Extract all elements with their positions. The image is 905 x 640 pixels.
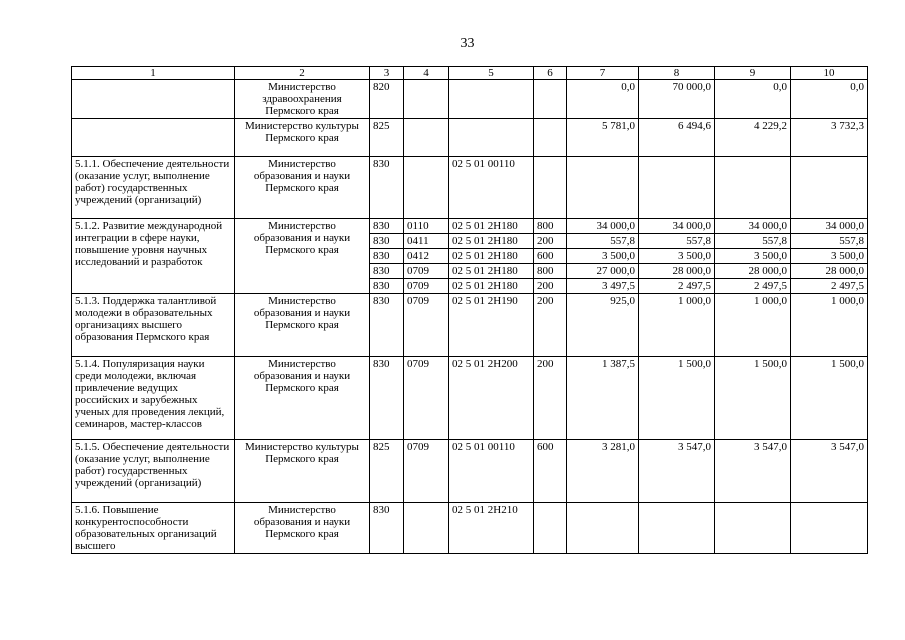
table-row: [72, 80, 868, 119]
amount-col7-cell: 34 000,0: [567, 219, 639, 234]
section-code-cell: [404, 157, 449, 219]
grbs-code-cell: 825: [370, 119, 404, 157]
section-code-cell: 0110: [404, 219, 449, 234]
target-article-cell: 02 5 01 2Н180: [449, 264, 534, 279]
amount-col9-cell: 1 000,0: [715, 294, 791, 357]
amount-col8-cell: 1 000,0: [639, 294, 715, 357]
grbs-code-cell: 830: [370, 357, 404, 440]
amount-col8-cell: 557,8: [639, 234, 715, 249]
header-cell: 2: [235, 67, 370, 80]
amount-col9-cell: 3 500,0: [715, 249, 791, 264]
target-article-cell: 02 5 01 2Н190: [449, 294, 534, 357]
page-number: 33: [460, 36, 475, 51]
expense-type-cell: 600: [534, 440, 567, 503]
section-code-cell: 0709: [404, 357, 449, 440]
amount-col8-cell: 2 497,5: [639, 279, 715, 294]
section-code-cell: 0709: [404, 440, 449, 503]
header-cell: 4: [404, 67, 449, 80]
amount-col8-cell: 34 000,0: [639, 219, 715, 234]
expense-type-cell: [534, 80, 567, 119]
grbs-code-cell: 830: [370, 503, 404, 554]
amount-col7-cell: [567, 503, 639, 554]
amount-col9-cell: [715, 157, 791, 219]
target-article-cell: 02 5 01 2Н180: [449, 279, 534, 294]
header-cell: 3: [370, 67, 404, 80]
ministry-cell: Министерство здравоохранения Пермского края: [235, 80, 370, 119]
activity-name-cell: 5.1.3. Поддержка талантливой молодежи в образовательных организациях высшего образования Пермского края: [72, 294, 235, 357]
amount-col8-cell: 6 494,6: [639, 119, 715, 157]
header-cell: 6: [534, 67, 567, 80]
grbs-code-cell: 830: [370, 264, 404, 279]
amount-col9-cell: 557,8: [715, 234, 791, 249]
table-row: [72, 440, 868, 503]
header-cell: 9: [715, 67, 791, 80]
expense-type-cell: 600: [534, 249, 567, 264]
amount-col8-cell: [639, 503, 715, 554]
amount-col9-cell: 28 000,0: [715, 264, 791, 279]
expense-type-cell: [534, 503, 567, 554]
expense-type-cell: [534, 119, 567, 157]
amount-col8-cell: 3 500,0: [639, 249, 715, 264]
ministry-cell: Министерство образования и науки Пермского края: [235, 503, 370, 554]
target-article-cell: 02 5 01 2Н200: [449, 357, 534, 440]
expense-type-cell: 200: [534, 234, 567, 249]
target-article-cell: [449, 80, 534, 119]
target-article-cell: 02 5 01 2Н180: [449, 234, 534, 249]
table-row: [72, 157, 868, 219]
activity-name-cell: 5.1.6. Повышение конкурентоспособности образовательных организаций высшего: [72, 503, 235, 554]
section-code-cell: 0709: [404, 294, 449, 357]
grbs-code-cell: 830: [370, 219, 404, 234]
activity-name-cell: 5.1.1. Обеспечение деятельности (оказание услуг, выполнение работ) государственных учреждений (организаций): [72, 157, 235, 219]
amount-col9-cell: 0,0: [715, 80, 791, 119]
table-body: [72, 80, 868, 554]
table-row: [72, 119, 868, 157]
ministry-cell: Министерство образования и науки Пермского края: [235, 219, 370, 294]
target-article-cell: [449, 119, 534, 157]
amount-col10-cell: 3 500,0: [791, 249, 868, 264]
amount-col10-cell: 1 500,0: [791, 357, 868, 440]
amount-col9-cell: 3 547,0: [715, 440, 791, 503]
amount-col7-cell: 27 000,0: [567, 264, 639, 279]
grbs-code-cell: 830: [370, 234, 404, 249]
amount-col7-cell: 3 281,0: [567, 440, 639, 503]
amount-col10-cell: 3 547,0: [791, 440, 868, 503]
budget-table: [71, 66, 868, 554]
amount-col9-cell: 4 229,2: [715, 119, 791, 157]
section-code-cell: 0411: [404, 234, 449, 249]
amount-col10-cell: 557,8: [791, 234, 868, 249]
amount-col10-cell: 28 000,0: [791, 264, 868, 279]
section-code-cell: 0412: [404, 249, 449, 264]
amount-col8-cell: 1 500,0: [639, 357, 715, 440]
activity-name-cell: 5.1.2. Развитие международной интеграции в сфере науки, повышение уровня научных исследований и разработок: [72, 219, 235, 294]
expense-type-cell: 200: [534, 357, 567, 440]
header-cell: 8: [639, 67, 715, 80]
activity-name-cell: 5.1.5. Обеспечение деятельности (оказание услуг, выполнение работ) государственных учреждений (организаций): [72, 440, 235, 503]
header-row: [72, 67, 868, 80]
amount-col10-cell: 3 732,3: [791, 119, 868, 157]
section-code-cell: 0709: [404, 264, 449, 279]
header-cell: 10: [791, 67, 868, 80]
expense-type-cell: [534, 157, 567, 219]
target-article-cell: 02 5 01 00110: [449, 157, 534, 219]
ministry-cell: Министерство образования и науки Пермского края: [235, 294, 370, 357]
ministry-cell: Министерство культуры Пермского края: [235, 440, 370, 503]
amount-col7-cell: 3 497,5: [567, 279, 639, 294]
amount-col7-cell: 557,8: [567, 234, 639, 249]
amount-col8-cell: 70 000,0: [639, 80, 715, 119]
ministry-cell: Министерство образования и науки Пермского края: [235, 357, 370, 440]
amount-col10-cell: [791, 503, 868, 554]
table-row: [72, 357, 868, 440]
ministry-cell: Министерство образования и науки Пермского края: [235, 157, 370, 219]
amount-col9-cell: 1 500,0: [715, 357, 791, 440]
grbs-code-cell: 830: [370, 157, 404, 219]
activity-name-cell: [72, 80, 235, 119]
table-row: [72, 503, 868, 554]
amount-col10-cell: [791, 157, 868, 219]
section-code-cell: [404, 80, 449, 119]
grbs-code-cell: 830: [370, 279, 404, 294]
amount-col8-cell: 28 000,0: [639, 264, 715, 279]
expense-type-cell: 800: [534, 264, 567, 279]
header-cell: 5: [449, 67, 534, 80]
amount-col10-cell: 2 497,5: [791, 279, 868, 294]
amount-col10-cell: 1 000,0: [791, 294, 868, 357]
amount-col8-cell: [639, 157, 715, 219]
target-article-cell: 02 5 01 00110: [449, 440, 534, 503]
amount-col8-cell: 3 547,0: [639, 440, 715, 503]
amount-col7-cell: 0,0: [567, 80, 639, 119]
ministry-cell: Министерство культуры Пермского края: [235, 119, 370, 157]
table-row: [72, 219, 868, 234]
amount-col7-cell: [567, 157, 639, 219]
header-cell: 1: [72, 67, 235, 80]
activity-name-cell: [72, 119, 235, 157]
section-code-cell: [404, 503, 449, 554]
amount-col7-cell: 3 500,0: [567, 249, 639, 264]
activity-name-cell: 5.1.4. Популяризация науки среди молодежи, включая привлечение ведущих российских и зарубежных ученых для проведения лекций, семинаров, мастер-классов: [72, 357, 235, 440]
target-article-cell: 02 5 01 2Н180: [449, 249, 534, 264]
expense-type-cell: 200: [534, 294, 567, 357]
amount-col9-cell: 34 000,0: [715, 219, 791, 234]
expense-type-cell: 200: [534, 279, 567, 294]
amount-col10-cell: 34 000,0: [791, 219, 868, 234]
target-article-cell: 02 5 01 2Н210: [449, 503, 534, 554]
amount-col9-cell: 2 497,5: [715, 279, 791, 294]
grbs-code-cell: 830: [370, 294, 404, 357]
expense-type-cell: 800: [534, 219, 567, 234]
grbs-code-cell: 820: [370, 80, 404, 119]
amount-col7-cell: 925,0: [567, 294, 639, 357]
header-cell: 7: [567, 67, 639, 80]
section-code-cell: 0709: [404, 279, 449, 294]
target-article-cell: 02 5 01 2Н180: [449, 219, 534, 234]
grbs-code-cell: 825: [370, 440, 404, 503]
grbs-code-cell: 830: [370, 249, 404, 264]
amount-col10-cell: 0,0: [791, 80, 868, 119]
amount-col9-cell: [715, 503, 791, 554]
section-code-cell: [404, 119, 449, 157]
amount-col7-cell: 5 781,0: [567, 119, 639, 157]
table-row: [72, 294, 868, 357]
amount-col7-cell: 1 387,5: [567, 357, 639, 440]
